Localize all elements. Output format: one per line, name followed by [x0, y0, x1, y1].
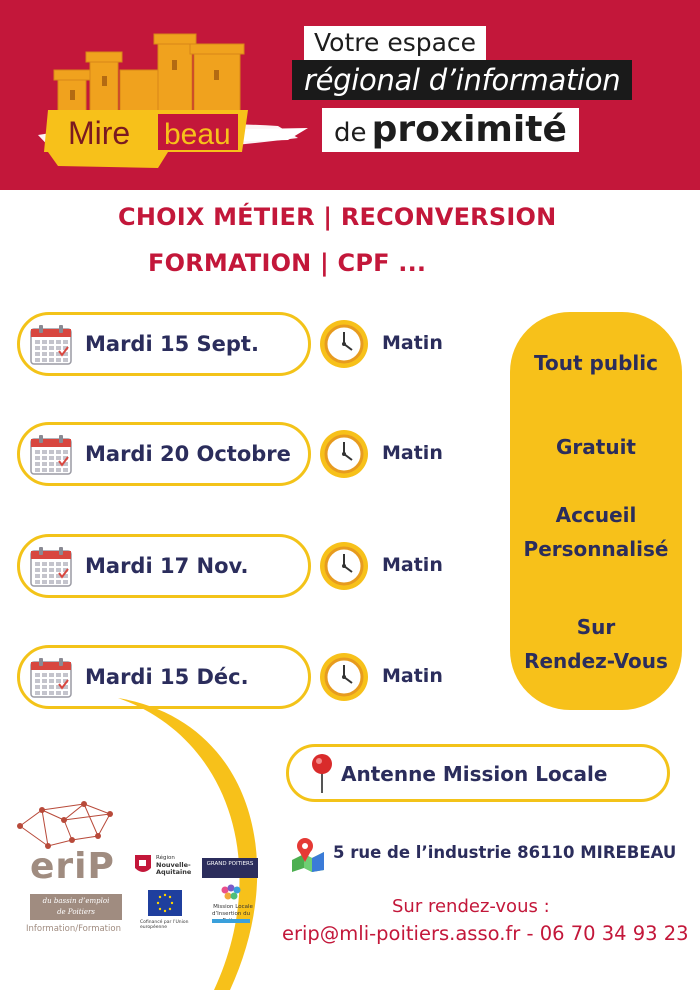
erip-band	[30, 894, 122, 920]
clock-icon	[318, 540, 370, 592]
map-icon	[290, 836, 326, 872]
region-label-3: Aquitaine	[156, 868, 192, 876]
tagline-proximite: proximité	[371, 109, 567, 150]
session-date: Mardi 17 Nov.	[85, 554, 249, 578]
erip-subtitle: Information/Formation	[26, 924, 121, 934]
nouvelle-aquitaine-logo	[134, 852, 192, 878]
logo-text-beau: beau	[164, 118, 231, 151]
mission-locale-label-1: Mission Locale	[213, 904, 253, 910]
info-appointment-2: Rendez-Vous	[524, 649, 668, 673]
clock-icon	[318, 651, 370, 703]
session-date: Mardi 20 Octobre	[85, 442, 291, 466]
mission-locale-logo	[204, 884, 258, 928]
calendar-icon	[30, 435, 72, 475]
info-audience: Tout public	[534, 351, 658, 375]
region-label-1: Région	[156, 855, 175, 861]
info-panel	[510, 312, 682, 710]
contact-line[interactable]: erip@mli-poitiers.asso.fr - 06 70 34 93 23	[282, 922, 689, 945]
mirebeau-logo	[18, 30, 308, 180]
session-time: Matin	[382, 442, 443, 464]
session-time: Matin	[382, 332, 443, 354]
info-welcome-1: Accueil	[555, 503, 637, 527]
appointment-note: Sur rendez-vous :	[392, 896, 550, 917]
location-pill	[286, 744, 670, 802]
session-date-pill	[17, 312, 311, 376]
mission-locale-bar	[212, 919, 250, 923]
header-banner	[0, 0, 700, 190]
map-pin-icon	[309, 753, 335, 795]
tagline-prefix: de	[334, 118, 367, 148]
logo-text-mire: Mire	[68, 115, 131, 151]
session-time: Matin	[382, 554, 443, 576]
erip-band-line-1: du bassin d’emploi	[42, 897, 110, 905]
erip-network-icon	[14, 796, 124, 852]
clock-icon	[318, 428, 370, 480]
session-date-pill	[17, 422, 311, 486]
erip-logo-text: eriP	[30, 846, 115, 887]
session-time: Matin	[382, 665, 443, 687]
clock-icon	[318, 318, 370, 370]
tagline-line-3	[322, 108, 579, 152]
tagline-line-2: régional d’information	[292, 60, 632, 100]
headline-line-2: FORMATION | CPF ...	[148, 249, 427, 277]
erip-band-line-2: de Poitiers	[57, 908, 95, 916]
region-lion-icon	[134, 854, 152, 876]
location-name: Antenne Mission Locale	[341, 762, 608, 786]
headline-line-1: CHOIX MÉTIER | RECONVERSION	[118, 203, 557, 231]
session-date-pill	[17, 534, 311, 598]
eu-note: Cofinancé par l’Union européenne	[140, 920, 189, 930]
info-welcome-2: Personnalisé	[523, 537, 669, 561]
mission-locale-dots-icon	[220, 884, 242, 902]
info-price: Gratuit	[556, 435, 636, 459]
eu-flag-icon	[148, 890, 182, 916]
calendar-icon	[30, 547, 72, 587]
calendar-icon	[30, 325, 72, 365]
region-label-2: Nouvelle-	[156, 861, 191, 869]
grand-poitiers-logo: GRAND POITIERS	[202, 858, 258, 878]
tagline	[290, 22, 690, 162]
info-appointment-1: Sur	[576, 615, 616, 639]
address: 5 rue de l’industrie 86110 MIREBEAU	[333, 843, 677, 862]
tagline-line-1: Votre espace	[304, 26, 486, 60]
mission-locale-label-2: d’Insertion du	[211, 911, 251, 917]
session-date: Mardi 15 Déc.	[85, 665, 249, 689]
session-date: Mardi 15 Sept.	[85, 332, 259, 356]
